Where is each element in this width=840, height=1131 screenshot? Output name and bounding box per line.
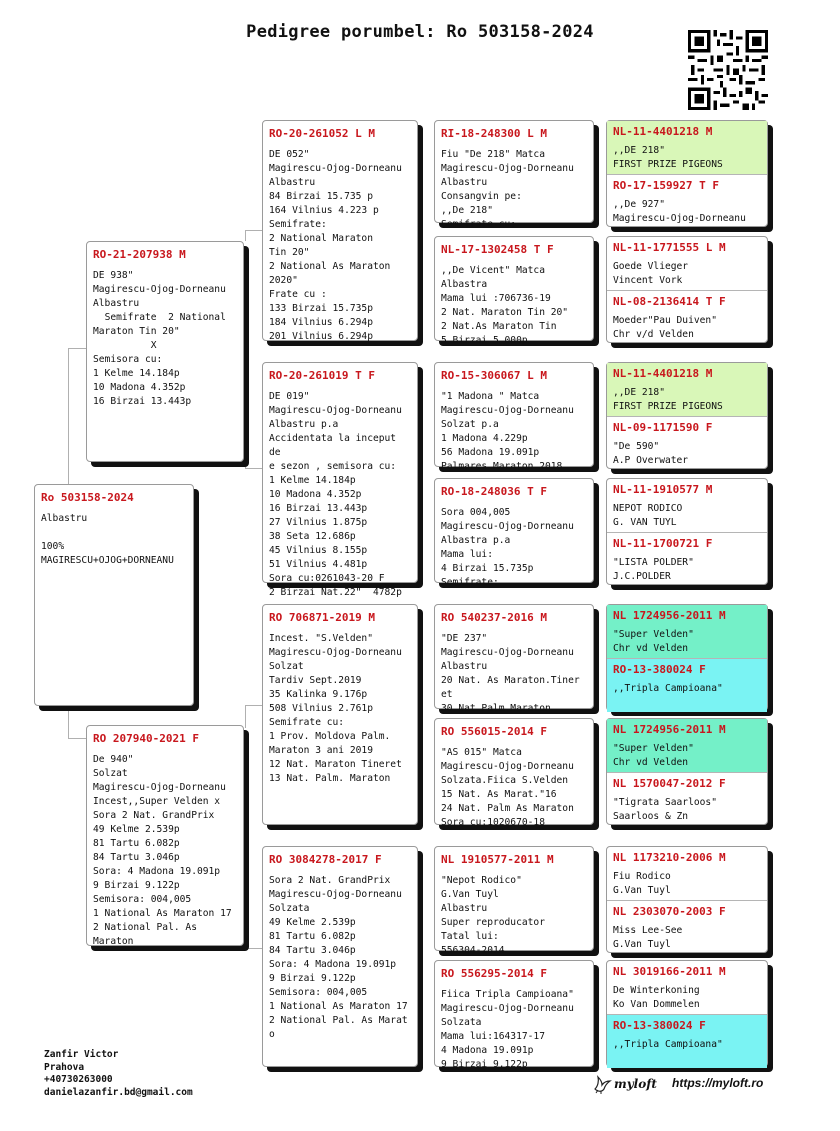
gen2-ring-id: RO 3084278-2017 F (269, 853, 382, 866)
website-link[interactable]: https://myloft.ro (672, 1076, 764, 1090)
gen4-details: "Tigrata Saarloos" Saarloos & Zn (613, 797, 717, 822)
gen4-pair-card[interactable] (606, 236, 768, 343)
gen4-ring-id: NL 2303070-2003 F (613, 905, 726, 918)
gen2-card[interactable] (262, 362, 418, 598)
gen3-ring-id: RO 556015-2014 F (441, 725, 547, 738)
gen3-card[interactable] (434, 604, 594, 714)
gen2-details: DE 019" Magirescu-Ojog-Dorneanu Albastru p.a Accidentata la inceput de e sezon , semisora cu: 1 Kelme 14.184p 10 Madona 4.352p 16 Birzai 13.443p 27 Vilnius 1.875p 38 Seta 12.686p 45 Vilnius 8.155p 51 Vilnius 4.481p Sora cu:0261043-20 F 2 Birzai Nat.22" 4782p (269, 391, 402, 598)
gen2-details: DE 052" Magirescu-Ojog-Dorneanu Albastru 84 Birzai 15.735 p 164 Vilnius 4.223 p Semifrate: 2 National Maraton Tin 20" 2 National As Maraton 2020" Frate cu : 133 Birzai 15.735p 184 Vilnius 6.294p 201 Vilnius 6.294p (269, 149, 402, 342)
breeder-region: Prahova (44, 1061, 85, 1073)
gen4-pair-card[interactable] (606, 478, 768, 585)
gen3-details: "DE 237" Magirescu-Ojog-Dorneanu Albastru 20 Nat. As Maraton.Tiner et 30 Nat.Palm.Maraton (441, 633, 580, 714)
gen3-card[interactable] (434, 718, 594, 828)
gen4-dam-entry[interactable] (607, 533, 767, 586)
gen4-details: "De 590" A.P Overwater (613, 441, 689, 466)
connector-line (68, 706, 87, 739)
gen3-ring-id: RO-15-306067 L M (441, 369, 547, 382)
gen2-details: Incest. "S.Velden" Magirescu-Ojog-Dorneanu Solzat Tardiv Sept.2019 35 Kalinka 9.176p 508 Vilnius 2.761p Semifrate cu: 1 Prov. Moldova Palm. Maraton 3 ani 2019 12 Nat. Maraton Tineret 13 Nat. Palm. Maraton (269, 633, 402, 784)
gen4-ring-id: NL-11-1771555 L M (613, 241, 726, 254)
page-title: Pedigree porumbel: Ro 503158-2024 (246, 22, 594, 42)
sire-card[interactable] (86, 241, 244, 462)
subject-details: Albastru 100% MAGIRESCU+OJOG+DORNEANU (41, 513, 174, 566)
gen3-card[interactable] (434, 846, 594, 956)
connector-line (68, 348, 87, 485)
gen4-pair-card[interactable] (606, 960, 768, 1067)
gen3-card[interactable] (434, 960, 594, 1070)
myloft-logo[interactable] (592, 1074, 657, 1094)
gen4-details: Miss Lee-See G.Van Tuyl (613, 925, 683, 950)
gen4-dam-entry[interactable] (607, 1015, 767, 1068)
gen3-ring-id: RO 540237-2016 M (441, 611, 547, 624)
gen4-pair-card[interactable] (606, 718, 768, 825)
gen4-dam-entry[interactable] (607, 659, 767, 712)
gen4-details: Moeder"Pau Duiven" Chr v/d Velden (613, 315, 717, 340)
gen4-ring-id: NL-11-1700721 F (613, 537, 713, 550)
gen4-pair-card[interactable] (606, 362, 768, 469)
gen2-ring-id: RO 706871-2019 M (269, 611, 375, 624)
gen4-pair-card[interactable] (606, 120, 768, 227)
gen4-ring-id: NL 1724956-2011 M (613, 723, 726, 736)
gen3-ring-id: RI-18-248300 L M (441, 127, 547, 140)
gen4-sire-entry[interactable] (607, 719, 767, 772)
gen3-ring-id: NL-17-1302458 T F (441, 243, 554, 256)
gen4-details: De Winterkoning Ko Van Dommelen (613, 985, 700, 1010)
gen3-details: ,,De Vicent" Matca Albastra Mama lui :706736-19 2 Nat. Maraton Tin 20" 2 Nat.As Maraton Tin 5 Birzai 5.000p (441, 265, 569, 346)
breeder-email[interactable]: danielazanfir.bd@gmail.com (44, 1086, 193, 1098)
subject-card[interactable] (34, 484, 194, 706)
gen4-ring-id: RO-13-380024 F (613, 1019, 706, 1032)
sire-ring-id: RO-21-207938 M (93, 248, 186, 261)
gen4-ring-id: NL-08-2136414 T F (613, 295, 726, 308)
gen4-ring-id: NL 1724956-2011 M (613, 609, 726, 622)
gen4-sire-entry[interactable] (607, 847, 767, 900)
gen4-sire-entry[interactable] (607, 479, 767, 532)
gen4-details: NEPOT RODICO G. VAN TUYL (613, 503, 683, 528)
gen4-sire-entry[interactable] (607, 605, 767, 658)
gen2-ring-id: RO-20-261019 T F (269, 369, 375, 382)
gen4-dam-entry[interactable] (607, 901, 767, 954)
gen4-sire-entry[interactable] (607, 121, 767, 174)
gen4-dam-entry[interactable] (607, 417, 767, 470)
gen4-details: ,,DE 218" FIRST PRIZE PIGEONS (613, 387, 723, 412)
dam-card[interactable] (86, 725, 244, 946)
breeder-name: Zanfir Victor (44, 1049, 119, 1060)
gen4-ring-id: RO-17-159927 T F (613, 179, 719, 192)
gen2-card[interactable] (262, 604, 418, 825)
gen4-details: Fiu Rodico G.Van Tuyl (613, 871, 671, 896)
gen4-details: Goede Vlieger Vincent Vork (613, 261, 689, 286)
gen4-dam-entry[interactable] (607, 175, 767, 228)
gen4-details: "LISTA POLDER" J.C.POLDER (613, 557, 694, 582)
gen2-card[interactable] (262, 120, 418, 341)
gen2-card[interactable] (262, 846, 418, 1067)
gen4-ring-id: NL 1570047-2012 F (613, 777, 726, 790)
gen3-details: "1 Madona " Matca Magirescu-Ojog-Dorneanu Solzat p.a 1 Madona 4.229p 56 Madona 19.091p Palmares Maraton 2018 (441, 391, 574, 472)
gen4-details: ,,DE 218" FIRST PRIZE PIGEONS (613, 145, 723, 170)
gen4-ring-id: NL 3019166-2011 M (613, 965, 726, 978)
dam-details: De 940" Solzat Magirescu-Ojog-Dorneanu Incest,,Super Velden x Sora 2 Nat. GrandPrix 49 Kelme 2.539p 81 Tartu 6.082p 84 Tartu 3.046p Sora: 4 Madona 19.091p 9 Birzai 9.122p Semisora: 004,005 1 National As Maraton 17 2 National Pal. As Maraton (93, 754, 232, 947)
breeder-contact (44, 1049, 193, 1099)
gen4-dam-entry[interactable] (607, 773, 767, 826)
gen4-ring-id: NL-11-4401218 M (613, 367, 713, 380)
gen4-sire-entry[interactable] (607, 961, 767, 1014)
bird-logo-icon (592, 1074, 612, 1094)
gen4-pair-card[interactable] (606, 846, 768, 953)
gen4-pair-card[interactable] (606, 604, 768, 711)
gen4-dam-entry[interactable] (607, 291, 767, 344)
qr-code-icon (688, 30, 768, 110)
dam-ring-id: RO 207940-2021 F (93, 732, 199, 745)
breeder-phone: +40730263000 (44, 1074, 113, 1085)
gen3-details: Fiica Tripla Campioana" Magirescu-Ojog-Dorneanu Solzata Mama lui:164317-17 4 Madona 19.091p 9 Birzai 9.122p (441, 989, 574, 1070)
gen2-details: Sora 2 Nat. GrandPrix Magirescu-Ojog-Dorneanu Solzata 49 Kelme 2.539p 81 Tartu 6.082p 84 Tartu 3.046p Sora: 4 Madona 19.091p 9 Birzai 9.122p Semisora: 004,005 1 National As Maraton 17 2 National Pal. As Marat o (269, 875, 408, 1040)
gen3-details: "Nepot Rodico" G.Van Tuyl Albastru Super reproducator Tatal lui: 556304-2014 (441, 875, 545, 956)
gen4-ring-id: NL-11-1910577 M (613, 483, 713, 496)
gen4-details: ,,Tripla Campioana" (613, 683, 723, 694)
gen3-card[interactable] (434, 362, 594, 472)
gen3-ring-id: RO 556295-2014 F (441, 967, 547, 980)
logo-text: myloft (614, 1077, 657, 1091)
gen4-sire-entry[interactable] (607, 237, 767, 290)
gen3-card[interactable] (434, 120, 594, 230)
gen2-ring-id: RO-20-261052 L M (269, 127, 375, 140)
gen3-card[interactable] (434, 478, 594, 588)
sire-details: DE 938" Magirescu-Ojog-Dorneanu Albastru Semifrate 2 National Maraton Tin 20" X Semisora cu: 1 Kelme 14.184p 10 Madona 4.352p 16 Birzai 13.443p (93, 270, 226, 407)
gen3-card[interactable] (434, 236, 594, 346)
gen4-details: "Super Velden" Chr vd Velden (613, 629, 694, 654)
gen4-ring-id: NL-11-4401218 M (613, 125, 713, 138)
gen4-details: ,,Tripla Campioana" (613, 1039, 723, 1050)
gen4-ring-id: NL 1173210-2006 M (613, 851, 726, 864)
gen4-ring-id: RO-13-380024 F (613, 663, 706, 676)
gen3-details: "AS 015" Matca Magirescu-Ojog-Dorneanu Solzata.Fiica S.Velden 15 Nat. As Marat."16 24 Nat. Palm As Maraton Sora cu:1020670-18 (441, 747, 574, 828)
gen3-ring-id: NL 1910577-2011 M (441, 853, 554, 866)
subject-ring-id: Ro 503158-2024 (41, 491, 134, 504)
gen4-ring-id: NL-09-1171590 F (613, 421, 713, 434)
gen3-details: Fiu "De 218" Matca Magirescu-Ojog-Dorneanu Albastru Consangvin pe: ,,De 218" Semifrate cu: (441, 149, 574, 230)
gen4-sire-entry[interactable] (607, 363, 767, 416)
gen4-details: ,,De 927" Magirescu-Ojog-Dorneanu (613, 199, 746, 224)
gen4-details: "Super Velden" Chr vd Velden (613, 743, 694, 768)
gen3-ring-id: RO-18-248036 T F (441, 485, 547, 498)
gen3-details: Sora 004,005 Magirescu-Ojog-Dorneanu Albastra p.a Mama lui: 4 Birzai 15.735p Semifrate: (441, 507, 574, 588)
